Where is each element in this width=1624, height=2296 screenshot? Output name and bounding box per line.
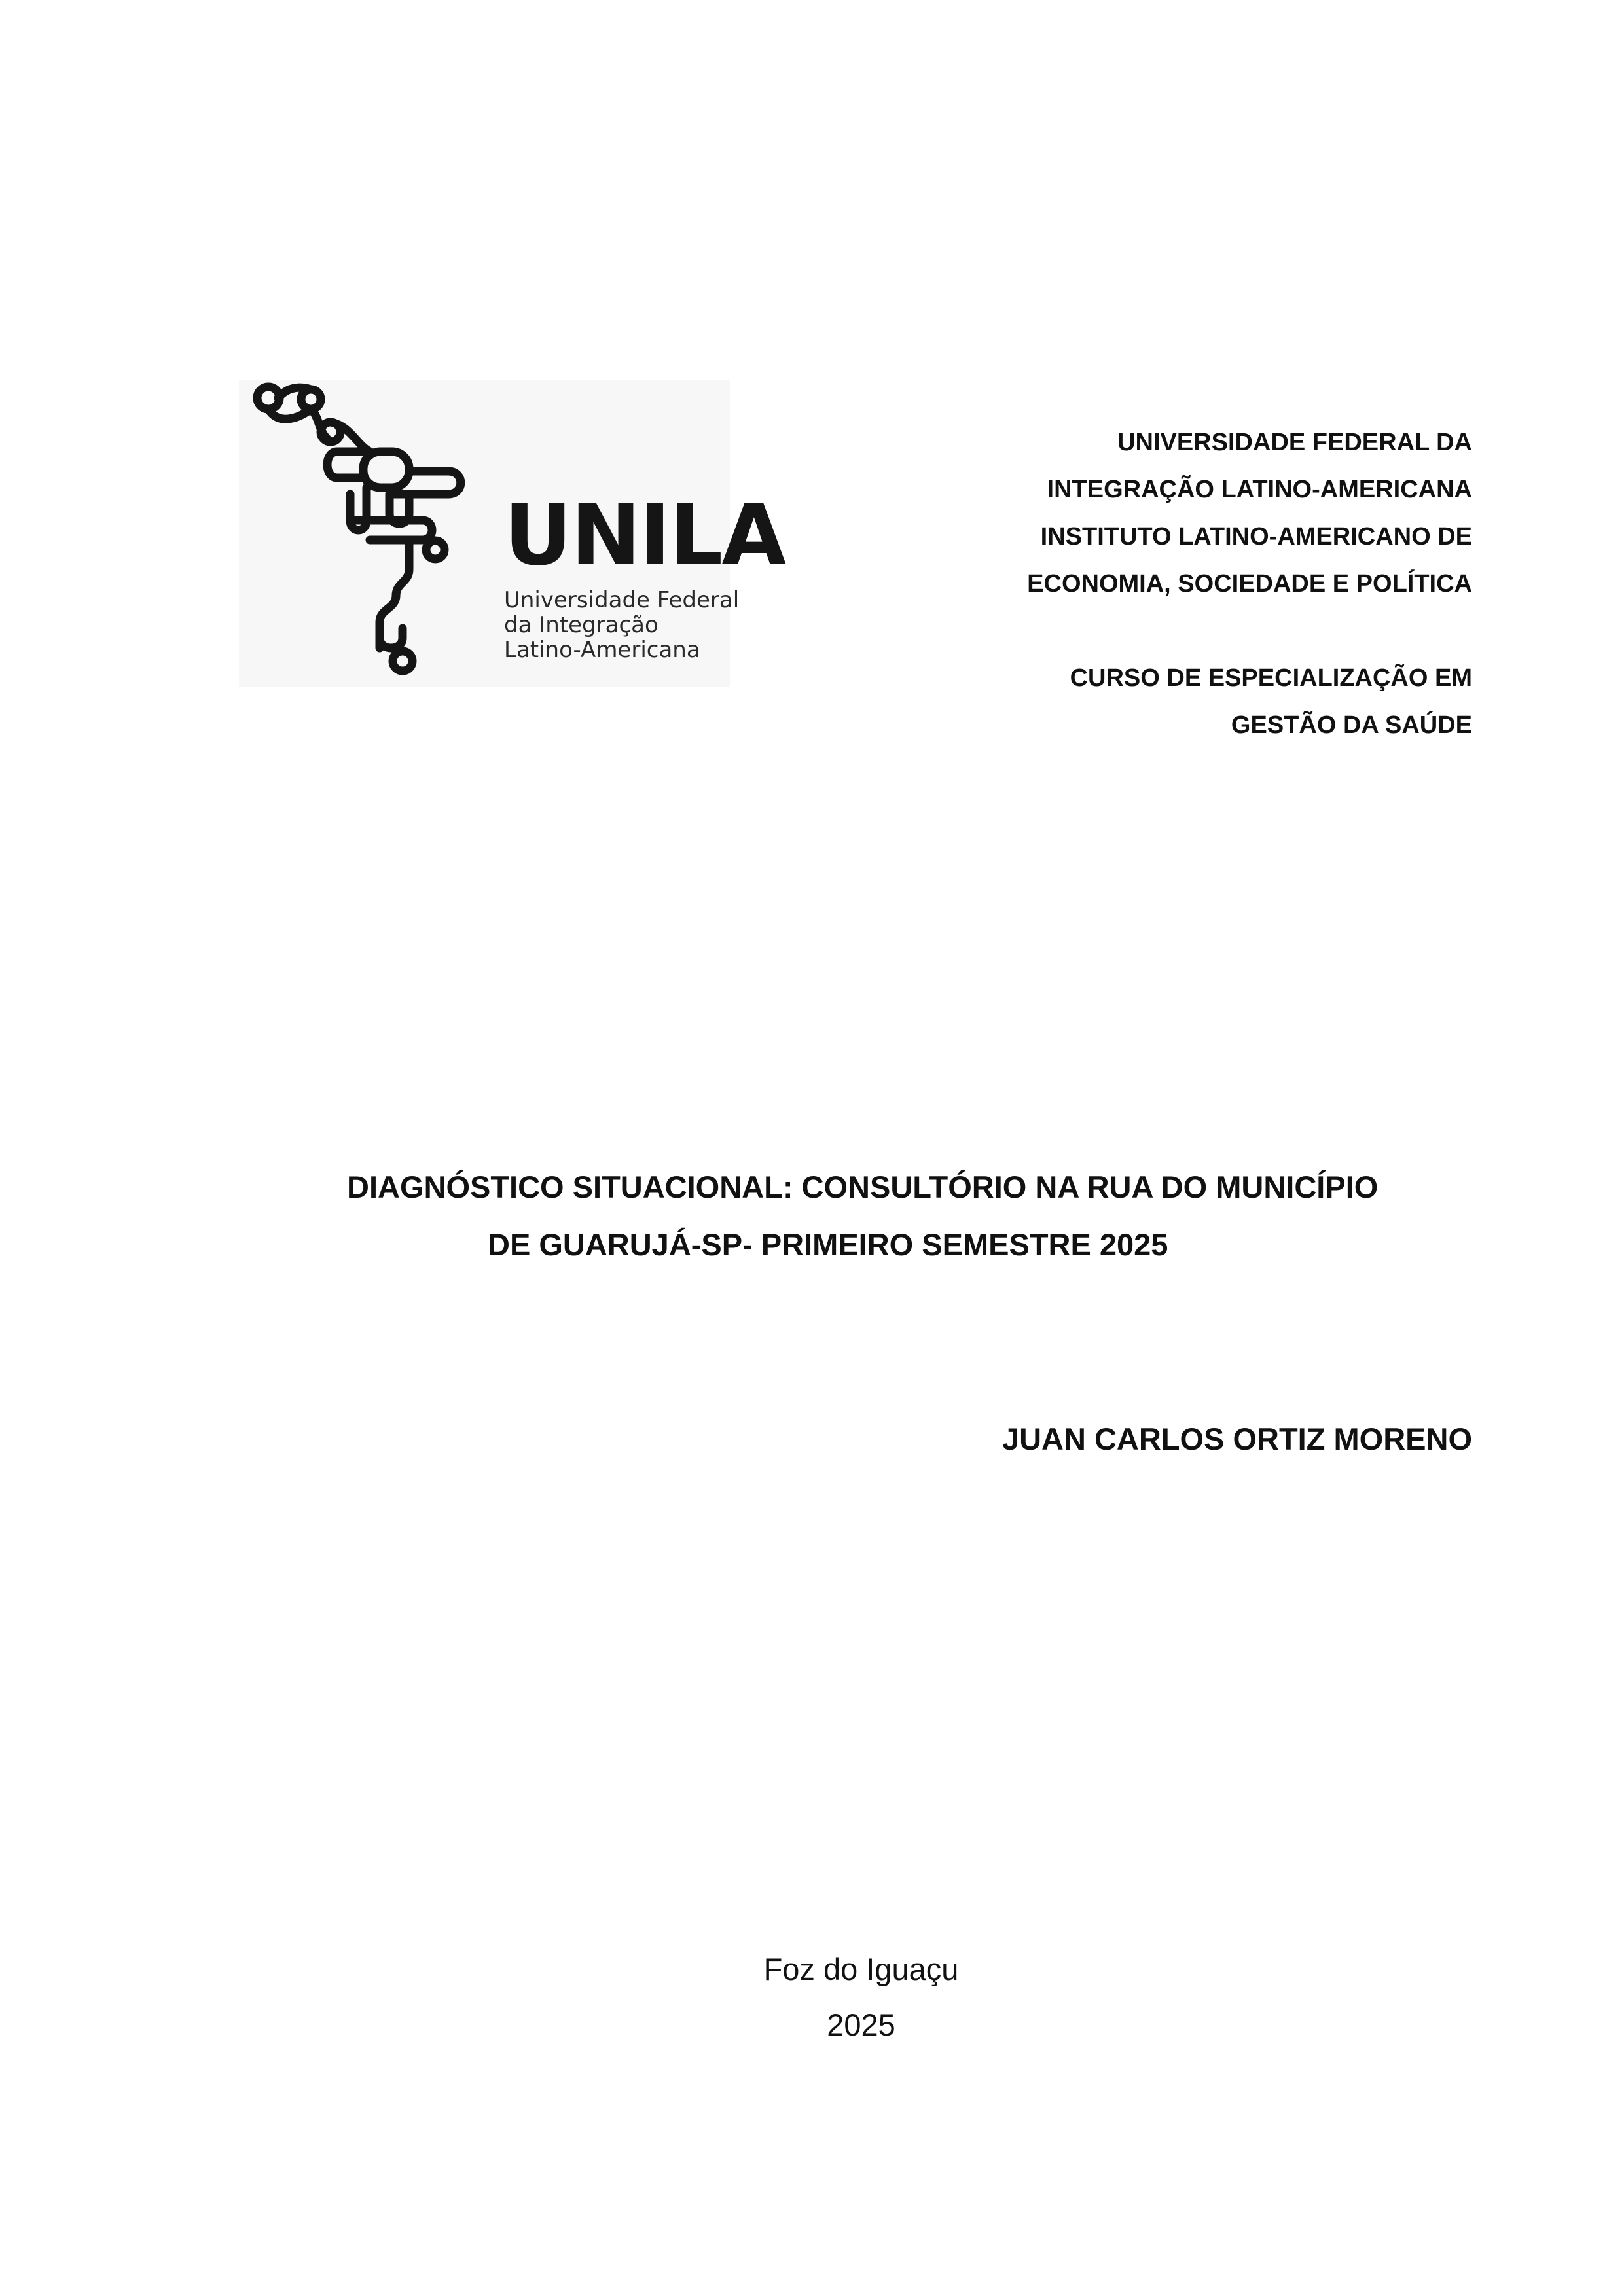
spacer — [752, 607, 1472, 655]
course-line: GESTÃO DA SAÚDE — [1231, 711, 1472, 739]
logo-subtitle — [504, 588, 739, 662]
institution-line: INTEGRAÇÃO LATINO-AMERICANA — [1047, 476, 1472, 503]
logo-subtitle-line: Universidade Federal — [504, 587, 740, 613]
unila-emblem-icon — [239, 380, 501, 687]
institution-line: INSTITUTO LATINO-AMERICANO DE — [1040, 523, 1472, 550]
institution-header — [752, 419, 1472, 749]
logo-subtitle-line: Latino-Americana — [504, 637, 700, 664]
author-name: JUAN CARLOS ORTIZ MORENO — [1001, 1422, 1472, 1456]
document-title-line-2: DE GUARUJÁ-SP- PRIMEIRO SEMESTRE 2025 — [488, 1227, 1168, 1262]
institution-line: ECONOMIA, SOCIEDADE E POLÍTICA — [1027, 570, 1472, 598]
logo-wordmark: UNILA — [504, 487, 785, 584]
document-title-line-1: DIAGNÓSTICO SITUACIONAL: CONSULTÓRIO NA RUA DO MUNICÍPIO — [347, 1170, 1379, 1204]
course-line: CURSO DE ESPECIALIZAÇÃO EM — [1070, 664, 1472, 692]
unila-logo — [239, 380, 785, 687]
footer-year: 2025 — [827, 2007, 895, 2042]
footer-city: Foz do Iguaçu — [763, 1952, 959, 1986]
logo-subtitle-line: da Integração — [504, 612, 659, 639]
institution-line: UNIVERSIDADE FEDERAL DA — [1117, 429, 1472, 456]
